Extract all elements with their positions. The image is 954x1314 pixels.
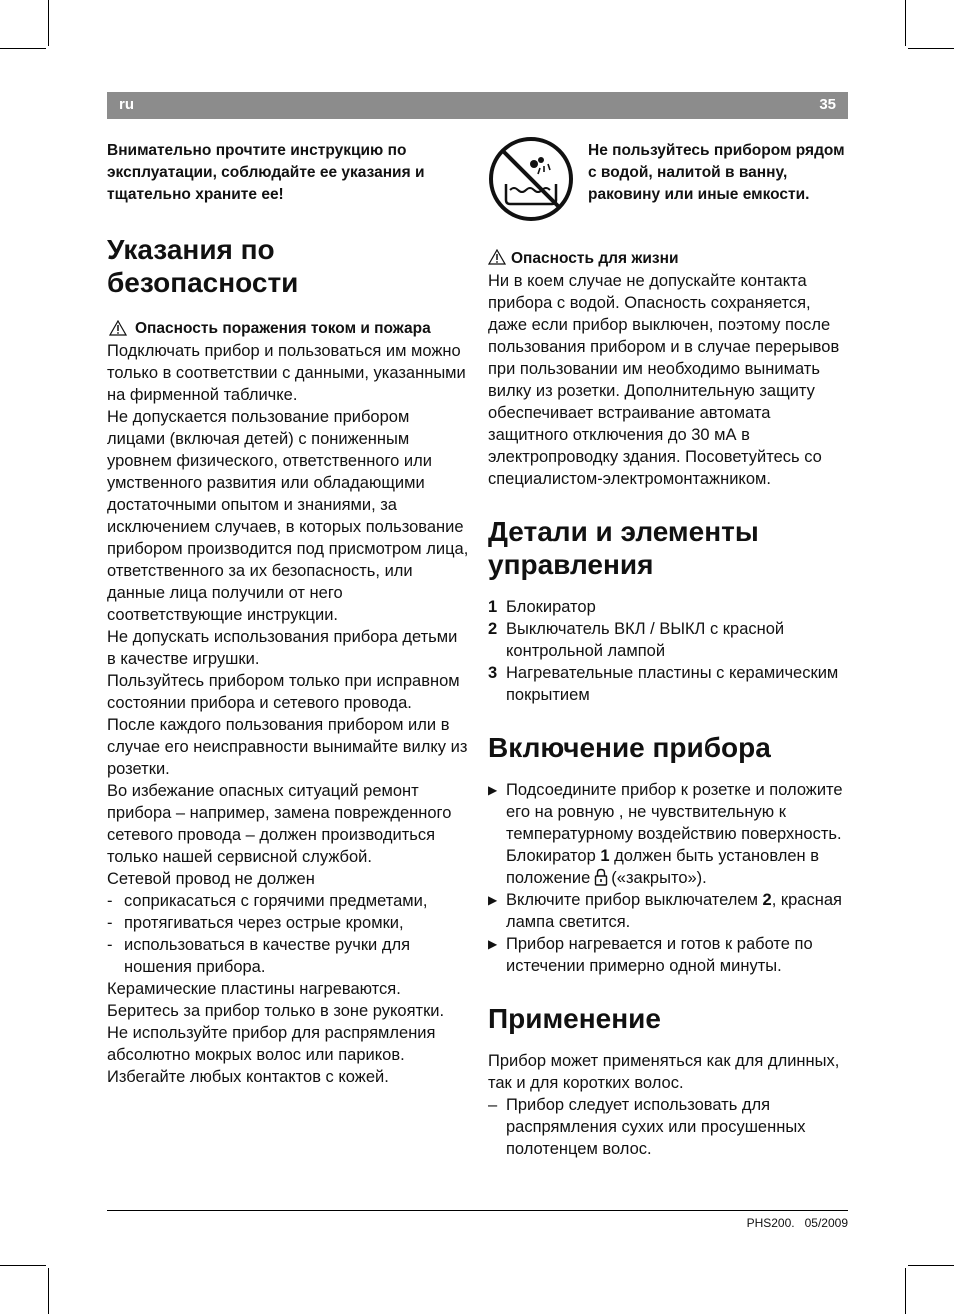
- warning-title-text: Опасность поражения током и пожара: [135, 320, 431, 337]
- water-warning-text: Не пользуйтесь прибором рядом с водой, налитой в ванну, раковину или иные емкости.: [588, 142, 845, 203]
- dash-marker: -: [107, 914, 113, 932]
- item-number: 3: [488, 664, 498, 682]
- water-warning-block: [488, 140, 850, 248]
- step-text: Включите прибор выключателем: [506, 891, 758, 909]
- paragraph: Ни в коем случае не допускайте контакта прибора с водой. Опасность сохраняется, даже если прибор выключен, поэтому после пользования прибором и в случае перерывов при пользовании им необходимо вынимать вилку из розетки. Дополнительную защиту обеспечивает встраивание автомата защитного отключения до 30 мА в электропроводку здания. Посоветуйтесь со специалистом-электромонтажником.: [488, 272, 840, 488]
- parts-list-item: [488, 618, 850, 662]
- paragraph: Подключать прибор и пользоваться им можно только в соответствии с данными, указанными на фирменной табличке.: [107, 342, 466, 404]
- step-text: , красная лампа светится.: [506, 891, 842, 931]
- warning-triangle-icon: [109, 320, 127, 336]
- list-item-text: соприкасаться с горячими предметами,: [124, 892, 428, 910]
- paragraph: Пользуйтесь прибором только при исправном состоянии прибора и сетевого провода.: [107, 672, 460, 712]
- item-number: 1: [488, 598, 498, 616]
- paragraph: Не используйте прибор для распрямления абсолютно мокрых волос или париков.: [107, 1024, 436, 1064]
- step-text: Подсоедините прибор к розетке и положите его на ровную , не чувствительную к температурному воздействию поверхность.: [506, 781, 843, 843]
- item-text: Выключатель ВКЛ / ВЫКЛ с красной контрольной лампой: [506, 620, 785, 660]
- paragraph: Сетевой провод не должен: [107, 870, 315, 888]
- list-item: [488, 1094, 850, 1160]
- footer: [747, 1216, 848, 1230]
- warning-title-life: [488, 248, 850, 270]
- list-item: [107, 890, 469, 912]
- right-column: [488, 140, 850, 1160]
- list-item-text: Прибор следует использовать для распрямления сухих или просушенных полотенцем волос.: [506, 1096, 806, 1158]
- crop-mark: [0, 48, 46, 49]
- paragraph: Не допускать использования прибора детьми в качестве игрушки.: [107, 628, 458, 668]
- footer-divider: [107, 1210, 848, 1211]
- no-water-icon: [488, 136, 574, 222]
- section-title-usage: Применение: [488, 1003, 661, 1034]
- step-item: [488, 889, 850, 933]
- warning-triangle-icon: [488, 249, 506, 265]
- crop-mark: [48, 0, 49, 46]
- arrow-right-icon: ▶: [488, 893, 498, 907]
- language-code: ru: [119, 96, 134, 113]
- step-text: Блокиратор: [506, 847, 596, 865]
- page-header-bar: [107, 92, 848, 119]
- paragraph: Во избежание опасных ситуаций ремонт прибора – например, замена поврежденного сетевого провода – должен производиться только нашей сервисной службой.: [107, 782, 452, 866]
- lock-icon: [594, 868, 608, 886]
- item-text: Блокиратор: [506, 598, 596, 616]
- crop-mark: [905, 0, 906, 46]
- step-item: [488, 933, 850, 977]
- list-item: [107, 934, 469, 978]
- arrow-right-icon: ▶: [488, 937, 498, 951]
- item-text: Нагревательные пластины с керамическим покрытием: [506, 664, 839, 704]
- step-text: Прибор нагревается и готов к работе по истечении примерно одной минуты.: [506, 935, 813, 975]
- list-item: [107, 912, 469, 934]
- crop-mark: [908, 48, 954, 49]
- dash-marker: -: [107, 936, 113, 954]
- step-item: [488, 779, 850, 889]
- warning-title-text: Опасность для жизни: [511, 250, 679, 267]
- step-text: («закрыто»).: [611, 869, 707, 887]
- section-title-parts: Детали и элементы управления: [488, 516, 759, 580]
- crop-mark: [905, 1268, 906, 1314]
- paragraph: Прибор может применяться как для длинных, так и для коротких волос.: [488, 1052, 840, 1092]
- warning-title-electric: [107, 318, 469, 340]
- crop-mark: [908, 1265, 954, 1266]
- parts-list-item: [488, 662, 850, 706]
- crop-mark: [0, 1265, 46, 1266]
- crop-mark: [48, 1268, 49, 1314]
- paragraph: Керамические пластины нагреваются. Беритесь за прибор только в зоне рукоятки.: [107, 980, 445, 1020]
- intro-text: Внимательно прочтите инструкцию по эксплуатации, соблюдайте ее указания и тщательно храните ее!: [107, 142, 425, 203]
- paragraph: Не допускается пользование прибором лицами (включая детей) с пониженным уровнем физического, ответственного или умственного развития или обладающими достаточными опытом и знаниями, за исключением случаев, в которых пользование прибором производится под присмотром лица, ответственного за их безопасность, или данные лица получили от него соответствующие инструкции.: [107, 408, 469, 624]
- dash-marker: –: [488, 1096, 498, 1114]
- section-title-switch-on: Включение прибора: [488, 732, 771, 763]
- paragraph: Избегайте любых контактов с кожей.: [107, 1068, 389, 1086]
- part-ref: 2: [762, 891, 772, 909]
- model-code: PHS200.: [746, 1216, 795, 1230]
- paragraph: После каждого пользования прибором или в случае его неисправности вынимайте вилку из розетки.: [107, 716, 468, 778]
- left-column: [107, 140, 469, 1088]
- arrow-right-icon: ▶: [488, 783, 498, 797]
- list-item-text: протягиваться через острые кромки,: [124, 914, 404, 932]
- list-item-text: использоваться в качестве ручки для ношения прибора.: [124, 936, 411, 976]
- dash-marker: -: [107, 892, 113, 910]
- part-ref: 1: [600, 847, 610, 865]
- page-number: 35: [819, 96, 836, 113]
- print-date: 05/2009: [804, 1216, 848, 1230]
- step-text: должен быть установлен в положение: [506, 847, 820, 887]
- parts-list-item: [488, 596, 850, 618]
- section-title-safety: Указания по безопасности: [107, 234, 299, 298]
- item-number: 2: [488, 620, 498, 638]
